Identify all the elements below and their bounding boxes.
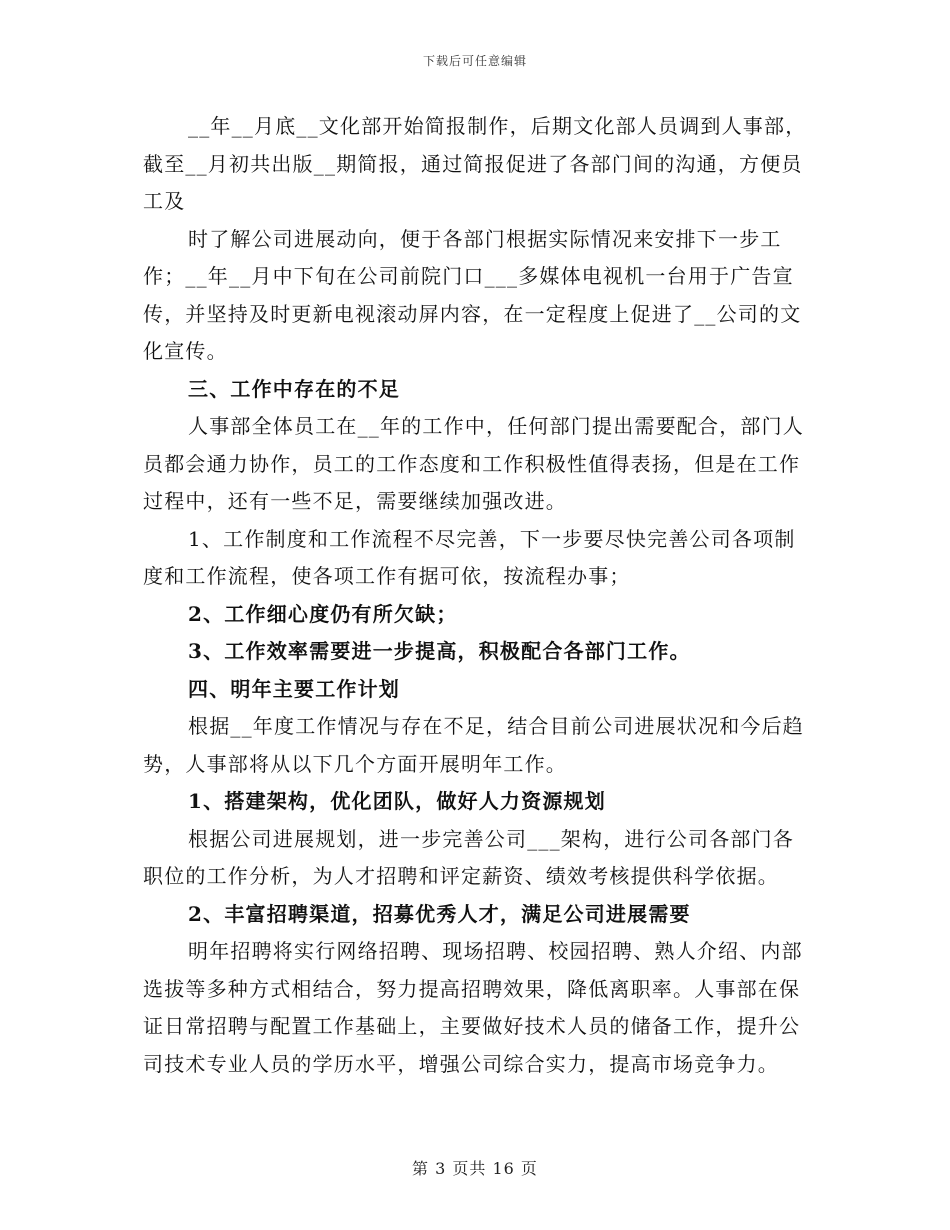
subsection-heading: 2、丰富招聘渠道，招募优秀人才，满足公司进展需要 [188,901,691,926]
paragraph: 时了解公司进展动向，便于各部门根据实际情况来安排下一步工作；__年__月中下旬在公司前院门口___多媒体电视机一台用于广告宣传，并坚持及时更新电视滚动屏内容，在一定程度上促进了__公司的文化宣传。 [143,226,802,363]
section-heading: 三、工作中存在的不足 [188,376,400,401]
paragraph: 明年招聘将实行网络招聘、现场招聘、校园招聘、熟人介绍、内部选拔等多种方式相结合，努力提高招聘效果，降低离职率。人事部在保证日常招聘与配置工作基础上，主要做好技术人员的储备工作，提升公司技术专业人员的学历水平，增强公司综合实力，提高市场竞争力。 [143,939,803,1076]
list-item: 3、工作效率需要进一步提高，积极配合各部门工作。 [188,639,691,663]
subsection-heading: 1、搭建架构，优化团队，做好人力资源规划 [188,789,606,813]
paragraph: 人事部全体员工在__年的工作中，任何部门提出需要配合，部门人员都会通力协作，员工的工作态度和工作积极性值得表扬，但是在工作过程中，还有一些不足，需要继续加强改进。 [143,414,804,513]
paragraph: __年__月底__文化部开始简报制作，后期文化部人员调到人事部，截至__月初共出版__期简报，通过简报促进了各部门间的沟通，方便员工及 [143,114,807,213]
paragraph: 根据公司进展规划，进一步完善公司___架构，进行公司各部门各职位的工作分析，为人才招聘和评定薪资、绩效考核提供科学依据。 [143,826,794,888]
page-header: 下载后可任意编辑 [422,54,527,68]
paragraph: 根据__年度工作情况与存在不足，结合目前公司进展状况和今后趋势，人事部将从以下几个方面开展明年工作。 [143,714,804,776]
list-item: 1、工作制度和工作流程不尽完善，下一步要尽快完善公司各项制度和工作流程，使各项工作有据可依，按流程办事； [143,526,796,588]
section-heading: 四、明年主要工作计划 [188,676,400,701]
list-item: 2、工作细心度仍有所欠缺； [188,601,458,626]
page-number: 第 3 页共 16 页 [412,1159,538,1178]
document-body [143,108,811,1083]
